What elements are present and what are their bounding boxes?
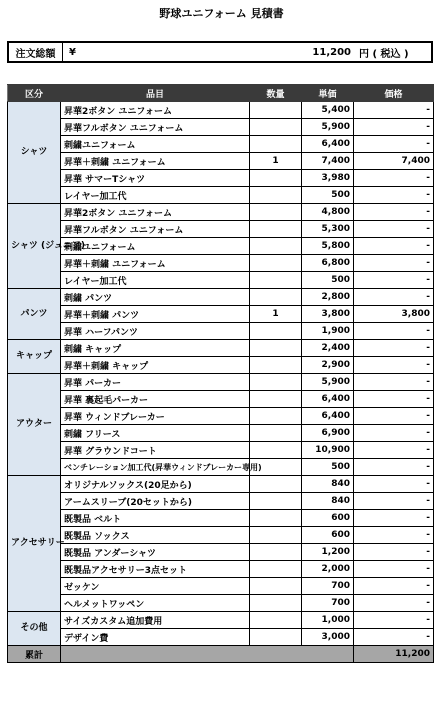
item-cell: 昇華＋刺繍 キャップ [61, 357, 250, 374]
price-cell: - [354, 527, 434, 544]
table-row [8, 374, 434, 391]
qty-cell [250, 238, 302, 255]
table-row [8, 391, 434, 408]
item-cell: ベンチレーション加工代(昇華ウィンドブレーカー専用) [61, 459, 250, 476]
price-cell: - [354, 204, 434, 221]
unit-price-cell: 6,400 [302, 136, 354, 153]
price-cell: - [354, 442, 434, 459]
price-cell: - [354, 391, 434, 408]
item-cell: 昇華フルボタン ユニフォーム [61, 221, 250, 238]
price-cell: - [354, 255, 434, 272]
price-cell: - [354, 408, 434, 425]
qty-cell: 1 [250, 306, 302, 323]
qty-cell [250, 493, 302, 510]
price-cell: - [354, 612, 434, 629]
unit-price-cell: 840 [302, 476, 354, 493]
category-cell: その他 [8, 612, 61, 646]
table-row [8, 493, 434, 510]
col-header-price: 価格 [354, 85, 434, 102]
table-row [8, 119, 434, 136]
price-cell: - [354, 136, 434, 153]
table-header-row [8, 85, 434, 102]
price-cell: - [354, 510, 434, 527]
category-cell: パンツ [8, 289, 61, 340]
table-row [8, 442, 434, 459]
qty-cell [250, 323, 302, 340]
qty-cell [250, 561, 302, 578]
summary-label: 累計 [8, 646, 61, 663]
col-header-qty: 数量 [250, 85, 302, 102]
item-cell: 既製品 ソックス [61, 527, 250, 544]
table-row [8, 170, 434, 187]
qty-cell [250, 289, 302, 306]
item-cell: 刺繍 パンツ [61, 289, 250, 306]
unit-price-cell: 3,000 [302, 629, 354, 646]
item-cell: 刺繍 キャップ [61, 340, 250, 357]
table-row [8, 578, 434, 595]
qty-cell [250, 136, 302, 153]
unit-price-cell: 6,400 [302, 391, 354, 408]
price-cell: 7,400 [354, 153, 434, 170]
table-row [8, 561, 434, 578]
unit-price-cell: 700 [302, 578, 354, 595]
price-cell: - [354, 595, 434, 612]
table-row [8, 323, 434, 340]
table-row [8, 204, 434, 221]
qty-cell [250, 357, 302, 374]
item-cell: オリジナルソックス(20足から) [61, 476, 250, 493]
table-row [8, 629, 434, 646]
item-cell: 昇華＋刺繍 ユニフォーム [61, 153, 250, 170]
qty-cell [250, 612, 302, 629]
price-cell: - [354, 578, 434, 595]
item-cell: ゼッケン [61, 578, 250, 595]
qty-cell [250, 629, 302, 646]
unit-price-cell: 3,800 [302, 306, 354, 323]
qty-cell [250, 255, 302, 272]
estimate-table [7, 84, 434, 663]
item-cell: レイヤー加工代 [61, 187, 250, 204]
qty-cell [250, 272, 302, 289]
item-cell: デザイン費 [61, 629, 250, 646]
price-cell: - [354, 323, 434, 340]
price-cell: - [354, 170, 434, 187]
table-row [8, 102, 434, 119]
item-cell: 昇華 パーカー [61, 374, 250, 391]
table-row [8, 408, 434, 425]
order-total-box [7, 41, 433, 63]
qty-cell [250, 510, 302, 527]
item-cell: 昇華2ボタン ユニフォーム [61, 204, 250, 221]
price-cell: - [354, 221, 434, 238]
qty-cell [250, 374, 302, 391]
item-cell: サイズカスタム追加費用 [61, 612, 250, 629]
unit-price-cell: 2,800 [302, 289, 354, 306]
unit-price-cell: 2,000 [302, 561, 354, 578]
item-cell: 既製品 アンダーシャツ [61, 544, 250, 561]
table-body [8, 102, 434, 646]
unit-price-cell: 5,900 [302, 374, 354, 391]
category-cell: キャップ [8, 340, 61, 374]
item-cell: 昇華 グラウンドコート [61, 442, 250, 459]
qty-cell [250, 578, 302, 595]
price-cell: - [354, 357, 434, 374]
table-row [8, 289, 434, 306]
table-row [8, 595, 434, 612]
item-cell: 昇華＋刺繍 パンツ [61, 306, 250, 323]
item-cell: アームスリーブ(20セットから) [61, 493, 250, 510]
item-cell: 刺繍 フリース [61, 425, 250, 442]
price-cell: - [354, 119, 434, 136]
table-row [8, 221, 434, 238]
table-row [8, 459, 434, 476]
item-cell: 昇華 サマーTシャツ [61, 170, 250, 187]
item-cell: 昇華 裏起毛パーカー [61, 391, 250, 408]
unit-price-cell: 600 [302, 510, 354, 527]
item-cell: レイヤー加工代 [61, 272, 250, 289]
price-cell: - [354, 493, 434, 510]
unit-price-cell: 700 [302, 595, 354, 612]
item-cell: 昇華フルボタン ユニフォーム [61, 119, 250, 136]
col-header-item: 品目 [61, 85, 250, 102]
category-cell: シャツ [8, 102, 61, 204]
unit-price-cell: 5,800 [302, 238, 354, 255]
category-cell: シャツ (ジュニア) [8, 204, 61, 289]
qty-cell [250, 476, 302, 493]
price-cell: - [354, 102, 434, 119]
price-cell: - [354, 238, 434, 255]
unit-price-cell: 4,800 [302, 204, 354, 221]
unit-price-cell: 10,900 [302, 442, 354, 459]
qty-cell [250, 204, 302, 221]
category-cell: アウター [8, 374, 61, 476]
col-header-unit-price: 単価 [302, 85, 354, 102]
unit-price-cell: 5,900 [302, 119, 354, 136]
table-row [8, 153, 434, 170]
price-cell: - [354, 187, 434, 204]
table-row [8, 238, 434, 255]
table-row [8, 136, 434, 153]
summary-total: 11,200 [354, 646, 434, 663]
unit-price-cell: 6,900 [302, 425, 354, 442]
order-total-label: 注文総額 [9, 43, 63, 61]
qty-cell [250, 595, 302, 612]
table-row [8, 357, 434, 374]
unit-price-cell: 1,900 [302, 323, 354, 340]
page-title: 野球ユニフォーム 見積書 [159, 7, 284, 20]
order-total-amount: 11,200 [312, 46, 351, 58]
summary-spacer [61, 646, 354, 663]
unit-price-cell: 5,300 [302, 221, 354, 238]
item-cell: 昇華2ボタン ユニフォーム [61, 102, 250, 119]
unit-price-cell: 500 [302, 459, 354, 476]
table-row [8, 272, 434, 289]
qty-cell [250, 170, 302, 187]
item-cell: 昇華 ハーフパンツ [61, 323, 250, 340]
table-row [8, 476, 434, 493]
unit-price-cell: 7,400 [302, 153, 354, 170]
qty-cell [250, 391, 302, 408]
item-cell: 既製品 ベルト [61, 510, 250, 527]
unit-price-cell: 2,900 [302, 357, 354, 374]
qty-cell [250, 442, 302, 459]
unit-price-cell: 6,400 [302, 408, 354, 425]
qty-cell [250, 221, 302, 238]
table-row [8, 255, 434, 272]
table-row [8, 306, 434, 323]
unit-price-cell: 6,800 [302, 255, 354, 272]
price-cell: - [354, 476, 434, 493]
qty-cell [250, 340, 302, 357]
table-row [8, 510, 434, 527]
price-cell: - [354, 289, 434, 306]
unit-price-cell: 600 [302, 527, 354, 544]
qty-cell [250, 408, 302, 425]
item-cell: 昇華＋刺繍 ユニフォーム [61, 255, 250, 272]
tax-note: 円 ( 税込 ) [359, 48, 409, 60]
unit-price-cell: 5,400 [302, 102, 354, 119]
price-cell: - [354, 340, 434, 357]
price-cell: - [354, 459, 434, 476]
price-cell: - [354, 272, 434, 289]
qty-cell [250, 544, 302, 561]
table-row [8, 425, 434, 442]
unit-price-cell: 2,400 [302, 340, 354, 357]
price-cell: - [354, 544, 434, 561]
table-row [8, 544, 434, 561]
unit-price-cell: 1,200 [302, 544, 354, 561]
item-cell: 刺繍ユニフォーム [61, 136, 250, 153]
col-header-category: 区分 [8, 85, 61, 102]
price-cell: - [354, 374, 434, 391]
price-cell: - [354, 629, 434, 646]
table-row [8, 612, 434, 629]
price-cell: - [354, 425, 434, 442]
qty-cell: 1 [250, 153, 302, 170]
price-cell: - [354, 561, 434, 578]
qty-cell [250, 425, 302, 442]
unit-price-cell: 840 [302, 493, 354, 510]
summary-row [8, 646, 434, 663]
qty-cell [250, 527, 302, 544]
unit-price-cell: 500 [302, 272, 354, 289]
qty-cell [250, 187, 302, 204]
item-cell: 刺繍ユニフォーム [61, 238, 250, 255]
table-row [8, 340, 434, 357]
unit-price-cell: 3,980 [302, 170, 354, 187]
table-row [8, 187, 434, 204]
qty-cell [250, 119, 302, 136]
item-cell: 既製品アクセサリー3点セット [61, 561, 250, 578]
item-cell: ヘルメットワッペン [61, 595, 250, 612]
unit-price-cell: 1,000 [302, 612, 354, 629]
qty-cell [250, 102, 302, 119]
table-row [8, 527, 434, 544]
item-cell: 昇華 ウィンドブレーカー [61, 408, 250, 425]
category-cell: アクセサリー [8, 476, 61, 612]
price-cell: 3,800 [354, 306, 434, 323]
currency-symbol: ¥ [69, 46, 76, 58]
unit-price-cell: 500 [302, 187, 354, 204]
